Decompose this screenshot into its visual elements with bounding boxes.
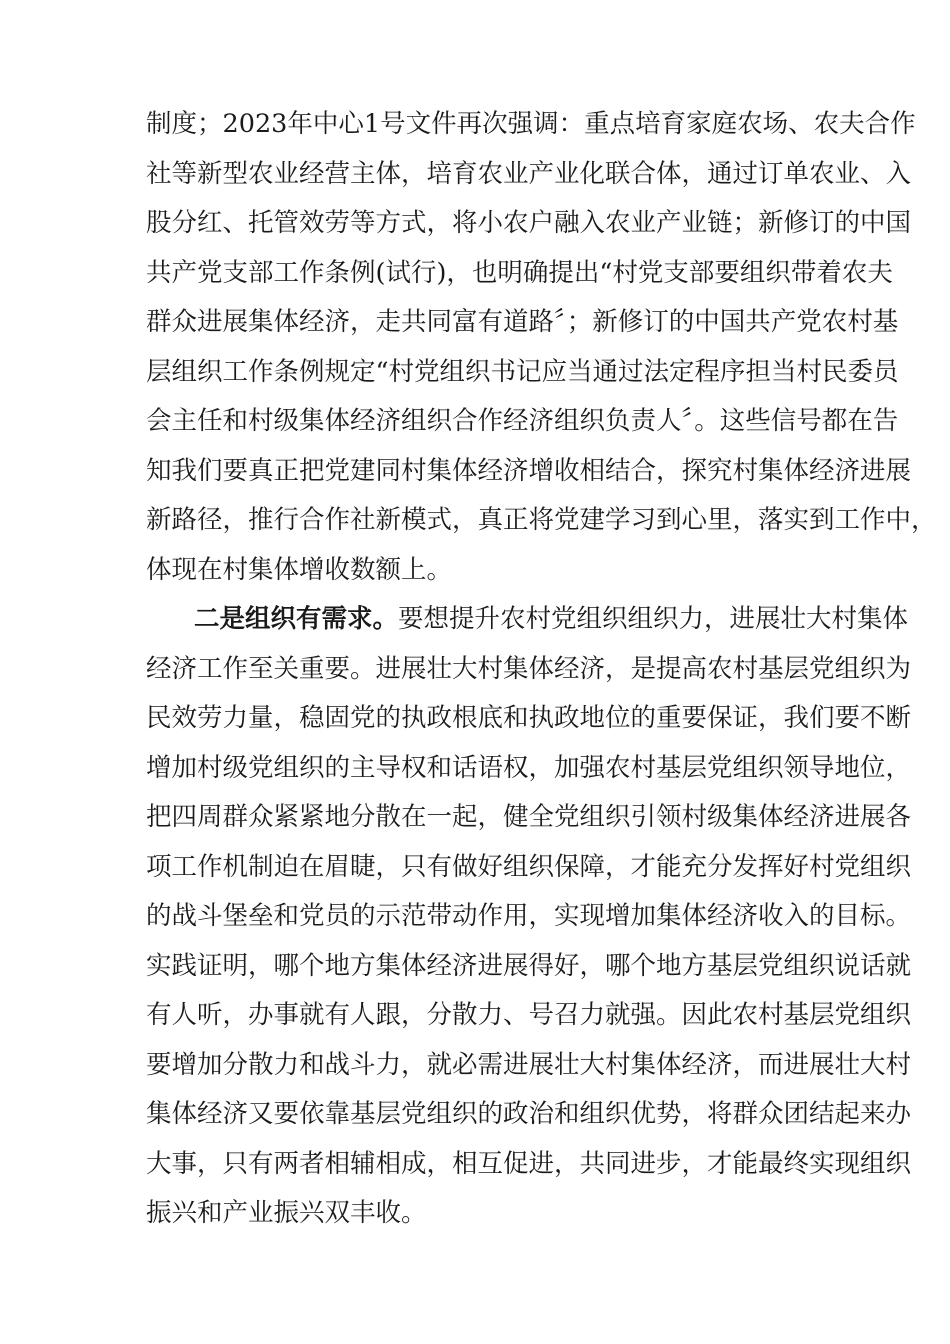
text-line-first <box>146 595 908 645</box>
text-line: 新路径，推行合作社新模式，真正将党建学习到心里，落实到工作中， <box>146 505 937 535</box>
text-line: 项工作机制迫在眉睫，只有做好组织保障，才能充分发挥好村党组织 <box>146 851 912 882</box>
text-line: 群众进展集体经济，走共同富有道路〞；新修订的中国共产党农村基 <box>146 307 899 337</box>
text-line: 的战斗堡垒和党员的示范带动作用，实现增加集体经济收入的目标。 <box>146 901 912 931</box>
text-line: 制度；2023年中心1号文件再次强调：重点培育家庭农场、农夫合作 <box>146 109 916 139</box>
text-line: 会主任和村级集体经济组织合作经济组织负责人〞。这些信号都在告 <box>146 406 899 436</box>
text-line: 集体经济又要依靠基层党组织的政治和组织优势，将群众团结起来办 <box>146 1099 912 1129</box>
paragraph-heading: 二是组织有需求。 <box>193 604 398 634</box>
text-line: 知我们要真正把党建同村集体经济增收相结合，探究村集体经济进展 <box>146 455 912 486</box>
document-body <box>146 100 937 1239</box>
text-line: 有人听，办事就有人跟，分散力、号召力就强。因此农村基层党组织 <box>146 1000 912 1030</box>
text-line: 共产党支部工作条例(试行)，也明确提出“村党支部要组织带着农夫 <box>146 257 893 288</box>
text-line: 振兴和产业振兴双丰收。 <box>146 1198 427 1228</box>
text-line: 体现在村集体增收数额上。 <box>146 554 453 585</box>
text-line: 把四周群众紧紧地分散在一起，健全党组织引领村级集体经济进展各 <box>146 802 912 832</box>
text-line: 要增加分散力和战斗力，就必需进展壮大村集体经济，而进展壮大村 <box>146 1049 912 1080</box>
text-line: 股分红、托管效劳等方式，将小农户融入农业产业链；新修订的中国 <box>146 208 912 238</box>
paragraph-first-line-text: 要想提升农村党组织组织力，进展壮大村集体 <box>397 604 908 634</box>
text-line: 民效劳力量，稳固党的执政根底和执政地位的重要保证，我们要不断 <box>146 703 912 733</box>
text-line: 大事，只有两者相辅相成，相互促进，共同进步，才能最终实现组织 <box>146 1148 912 1179</box>
text-line: 实践证明，哪个地方集体经济进展得好，哪个地方基层党组织说话就 <box>146 950 912 981</box>
text-line: 层组织工作条例规定“村党组织书记应当通过法定程序担当村民委员 <box>146 356 899 387</box>
paragraph-2 <box>146 595 912 1239</box>
text-line: 增加村级党组织的主导权和话语权，加强农村基层党组织领导地位， <box>146 752 912 783</box>
paragraph-1 <box>146 100 937 595</box>
text-line: 经济工作至关重要。进展壮大村集体经济，是提高农村基层党组织为 <box>146 653 912 684</box>
text-line: 社等新型农业经营主体，培育农业产业化联合体，通过订单农业、入 <box>146 158 912 189</box>
